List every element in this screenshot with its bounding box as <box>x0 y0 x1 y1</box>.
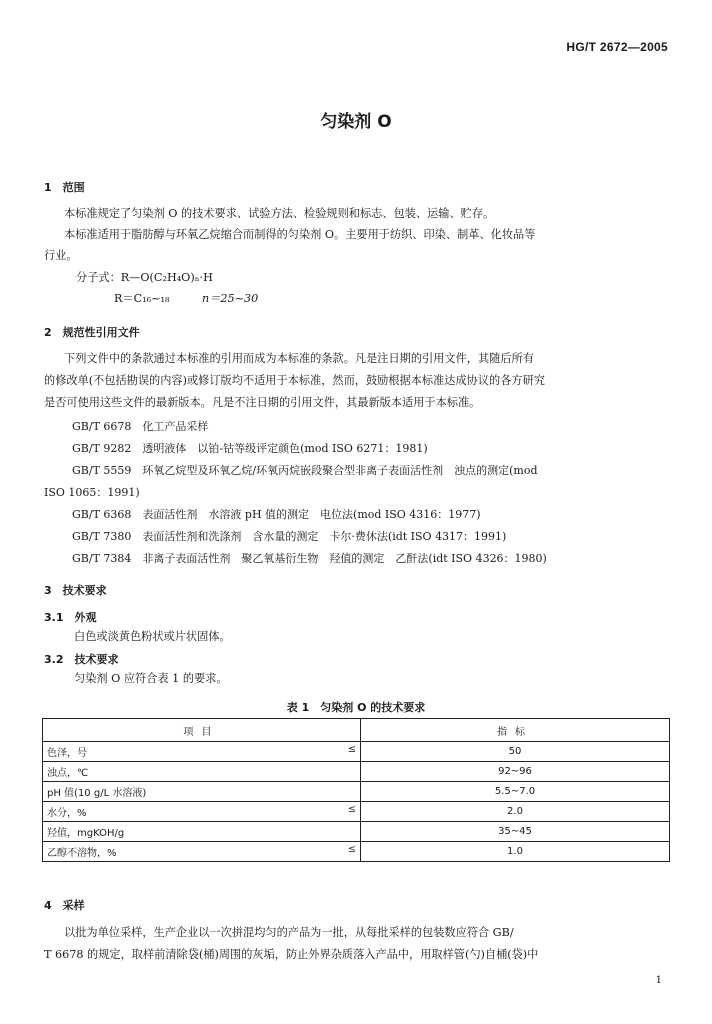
reference-item: GB/T 7380 表面活性剂和洗涤剂 含水量的测定 卡尔·费休法(idt ISO 4317：1991) <box>72 530 507 543</box>
standard-number: HG/T 2672—2005 <box>566 40 668 54</box>
section-4-heading: 4 采样 <box>44 899 85 912</box>
col-header-item: 项目 <box>43 719 361 742</box>
col-header-index: 指标 <box>361 719 670 742</box>
document-title: 匀染剂 O <box>320 112 392 132</box>
section-3-1-text: 白色或淡黄色粉状或片状固体。 <box>74 630 231 643</box>
section-1-paragraph-2-cont: 行业。 <box>44 249 78 262</box>
table-caption: 表 1 匀染剂 O 的技术要求 <box>286 701 426 714</box>
row-item: 羟值，mgKOH/g <box>43 822 361 842</box>
section-3-heading: 3 技术要求 <box>44 584 107 597</box>
row-item: pH 值(10 g/L 水溶液) <box>43 782 361 802</box>
table-row <box>43 762 670 782</box>
row-item: 水分，% ≤ <box>43 802 361 822</box>
row-value: 1.0 <box>361 842 670 862</box>
row-value: 5.5~7.0 <box>361 782 670 802</box>
row-item: 色泽，号 ≤ <box>43 742 361 762</box>
molecular-formula: 分子式：R—O(C₂H₄O)ₙ·H <box>76 271 213 284</box>
section-4-paragraph-line-1: 以批为单位采样，生产企业以一次拼混均匀的产品为一批，从每批采样的包装数应符合 GB/ <box>64 926 514 939</box>
row-value: 50 <box>361 742 670 762</box>
row-value: 2.0 <box>361 802 670 822</box>
section-3-1-heading: 3.1 外观 <box>44 611 97 624</box>
page-number: 1 <box>655 975 662 986</box>
row-value: 92~96 <box>361 762 670 782</box>
reference-item: GB/T 5559 环氧乙烷型及环氧乙烷/环氧丙烷嵌段聚合型非离子表面活性剂 浊点的测定(mod <box>72 464 538 477</box>
section-4-paragraph-line-2: T 6678 的规定，取样前清除袋(桶)周围的灰垢，防止外界杂质落入产品中，用取样管(勺)自桶(袋)中 <box>44 948 539 961</box>
section-2-paragraph-line-3: 是否可使用这些文件的最新版本。凡是不注日期的引用文件，其最新版本适用于本标准。 <box>44 396 481 409</box>
reference-item: GB/T 6368 表面活性剂 水溶液 pH 值的测定 电位法(mod ISO 4316：1977) <box>72 508 481 521</box>
section-1-paragraph-2: 本标准适用于脂肪醇与环氧乙烷缩合而制得的匀染剂 O。主要用于纺织、印染、制革、化妆品等 <box>64 228 536 241</box>
section-2-heading: 2 规范性引用文件 <box>44 326 140 339</box>
spec-table <box>42 718 670 862</box>
reference-item: GB/T 9282 透明液体 以铂-钴等级评定颜色(mod ISO 6271：1981) <box>72 442 428 455</box>
table-row <box>43 802 670 822</box>
table-row <box>43 822 670 842</box>
section-3-2-text: 匀染剂 O 应符合表 1 的要求。 <box>74 672 228 685</box>
section-2-paragraph-line-2: 的修改单(不包括勘误的内容)或修订版均不适用于本标准，然而，鼓励根据本标准达成协议的各方研究 <box>44 374 545 387</box>
section-1-heading: 1 范围 <box>44 181 85 194</box>
reference-item-cont: ISO 1065：1991) <box>44 486 140 499</box>
formula-n: n＝25~30 <box>202 292 259 305</box>
row-item: 乙醇不溶物，% ≤ <box>43 842 361 862</box>
table-row <box>43 742 670 762</box>
row-value: 35~45 <box>361 822 670 842</box>
table-header-row <box>43 719 670 742</box>
table-row <box>43 842 670 862</box>
section-1-paragraph-1: 本标准规定了匀染剂 O 的技术要求、试验方法、检验规则和标志、包装、运输、贮存。 <box>64 207 495 220</box>
section-2-paragraph-line-1: 下列文件中的条款通过本标准的引用而成为本标准的条款。凡是注日期的引用文件，其随后所有 <box>64 352 534 365</box>
row-item: 浊点，℃ <box>43 762 361 782</box>
reference-item: GB/T 7384 非离子表面活性剂 聚乙氧基衍生物 羟值的测定 乙酐法(idt ISO 4326：1980) <box>72 552 547 565</box>
table-row <box>43 782 670 802</box>
section-3-2-heading: 3.2 技术要求 <box>44 653 119 666</box>
reference-item: GB/T 6678 化工产品采样 <box>72 420 209 433</box>
formula-r: R＝C₁₆~₁₈ <box>114 292 170 305</box>
